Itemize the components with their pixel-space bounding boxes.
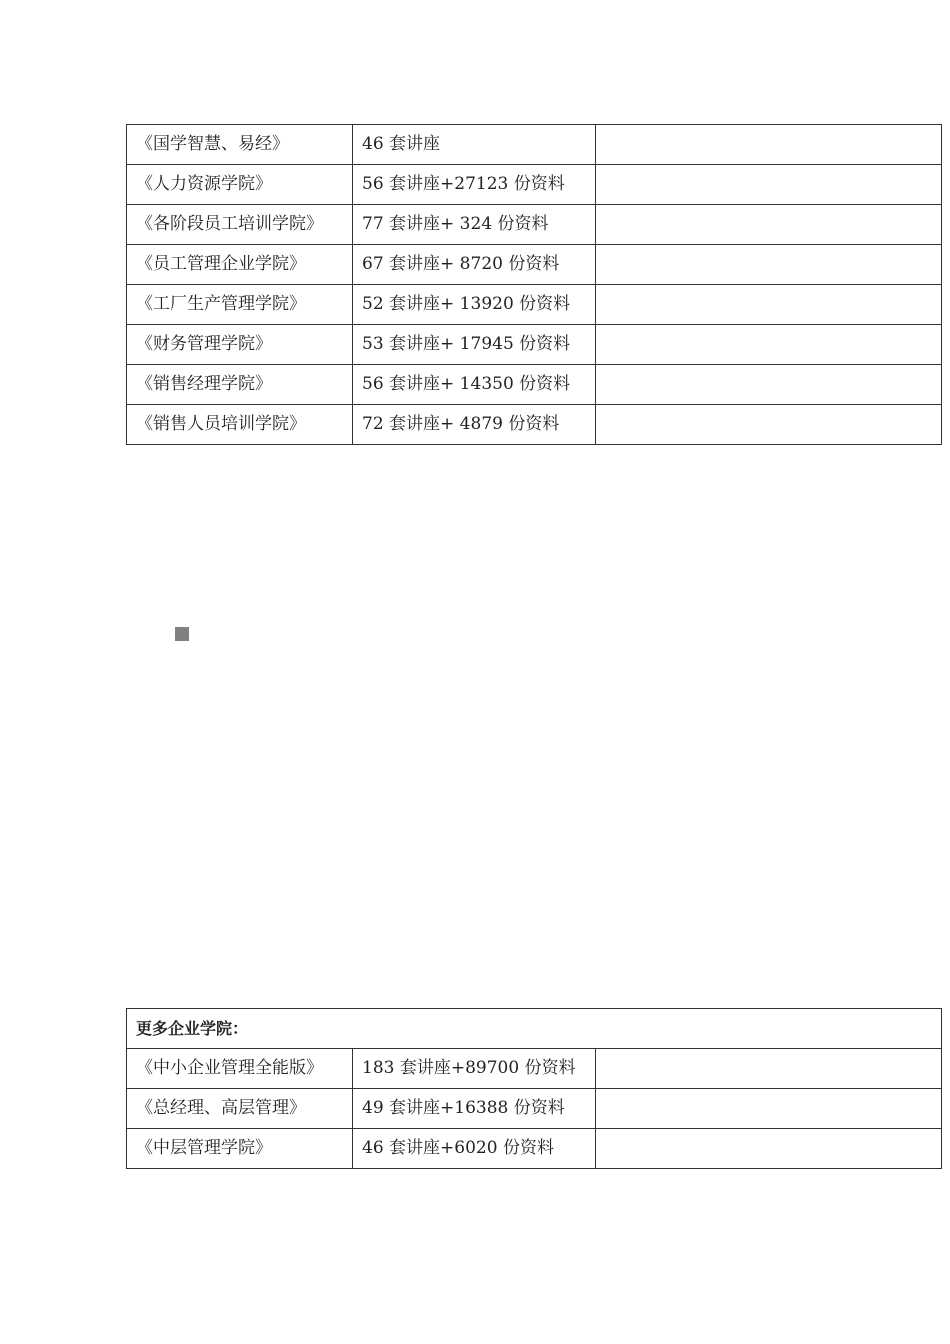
course-name-cell: 《各阶段员工培训学院》: [127, 205, 353, 245]
course-extra-cell: [596, 405, 942, 445]
course-extra-cell: [596, 1089, 942, 1129]
course-name-cell: 《总经理、高层管理》: [127, 1089, 353, 1129]
course-name-cell: 《国学智慧、易经》: [127, 125, 353, 165]
course-content-cell: 72 套讲座+ 4879 份资料: [353, 405, 596, 445]
table-row: [127, 325, 942, 365]
table-row: [127, 1129, 942, 1169]
course-extra-cell: [596, 245, 942, 285]
course-extra-cell: [596, 125, 942, 165]
course-name-cell: 《财务管理学院》: [127, 325, 353, 365]
course-extra-cell: [596, 165, 942, 205]
course-content-cell: 183 套讲座+89700 份资料: [353, 1049, 596, 1089]
table-section-header: 更多企业学院：: [127, 1009, 942, 1049]
course-content-cell: 67 套讲座+ 8720 份资料: [353, 245, 596, 285]
table-header-row: [127, 1009, 942, 1049]
course-table-top: [126, 124, 942, 445]
table-row: [127, 245, 942, 285]
course-name-cell: 《中层管理学院》: [127, 1129, 353, 1169]
course-content-cell: 53 套讲座+ 17945 份资料: [353, 325, 596, 365]
course-name-cell: 《销售人员培训学院》: [127, 405, 353, 445]
course-table-bottom: [126, 1008, 942, 1169]
course-content-cell: 52 套讲座+ 13920 份资料: [353, 285, 596, 325]
course-extra-cell: [596, 205, 942, 245]
table-row: [127, 285, 942, 325]
course-name-cell: 《人力资源学院》: [127, 165, 353, 205]
course-content-cell: 77 套讲座+ 324 份资料: [353, 205, 596, 245]
course-name-cell: 《员工管理企业学院》: [127, 245, 353, 285]
course-content-cell: 56 套讲座+ 14350 份资料: [353, 365, 596, 405]
course-extra-cell: [596, 1049, 942, 1089]
course-content-cell: 46 套讲座+6020 份资料: [353, 1129, 596, 1169]
table-row: [127, 165, 942, 205]
table-row: [127, 405, 942, 445]
course-extra-cell: [596, 325, 942, 365]
course-extra-cell: [596, 1129, 942, 1169]
table-row: [127, 205, 942, 245]
course-name-cell: 《销售经理学院》: [127, 365, 353, 405]
course-name-cell: 《工厂生产管理学院》: [127, 285, 353, 325]
table-row: [127, 365, 942, 405]
course-extra-cell: [596, 285, 942, 325]
table-row: [127, 1049, 942, 1089]
table-row: [127, 125, 942, 165]
course-name-cell: 《中小企业管理全能版》: [127, 1049, 353, 1089]
course-content-cell: 49 套讲座+16388 份资料: [353, 1089, 596, 1129]
course-extra-cell: [596, 365, 942, 405]
course-content-cell: 56 套讲座+27123 份资料: [353, 165, 596, 205]
table-row: [127, 1089, 942, 1129]
square-bullet-icon: [175, 627, 189, 641]
course-content-cell: 46 套讲座: [353, 125, 596, 165]
